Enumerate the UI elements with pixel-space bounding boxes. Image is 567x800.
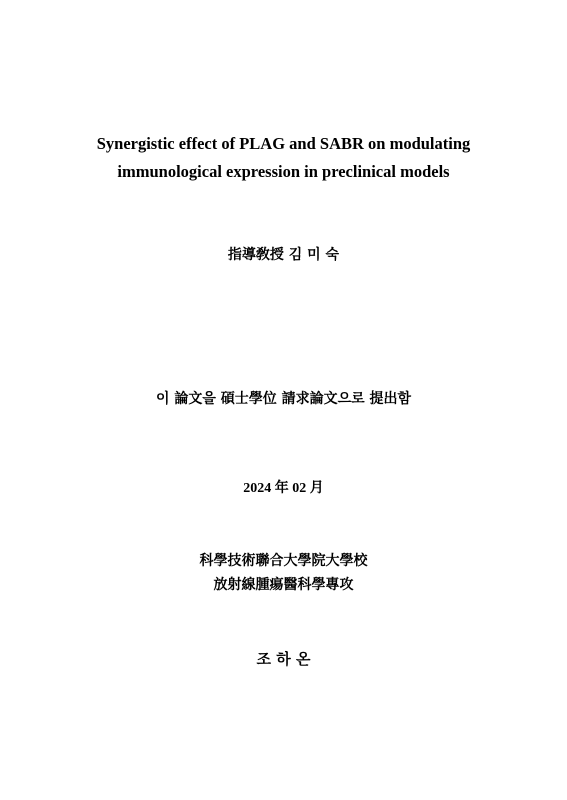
date-month: 02 <box>292 481 307 496</box>
date-year-char: 年 <box>274 480 289 496</box>
submission-date <box>0 479 567 498</box>
author-name: 조 하 온 <box>256 650 311 668</box>
thesis-title-line-1: Synergistic effect of PLAG and SABR on modulating <box>96 134 471 153</box>
thesis-title-line-2: immunological expression in preclinical models <box>117 162 450 181</box>
major-name: 放射線腫瘍醫科學專攻 <box>213 577 354 593</box>
advisor-line: 指導敎授 김 미 숙 <box>227 247 340 263</box>
submission-statement: 이 論文을 碩士學位 請求論文으로 提出함 <box>155 391 412 407</box>
date-month-char: 月 <box>309 480 324 496</box>
date-year: 2024 <box>243 481 272 496</box>
university-name: 科學技術聯合大學院大學校 <box>199 553 368 569</box>
